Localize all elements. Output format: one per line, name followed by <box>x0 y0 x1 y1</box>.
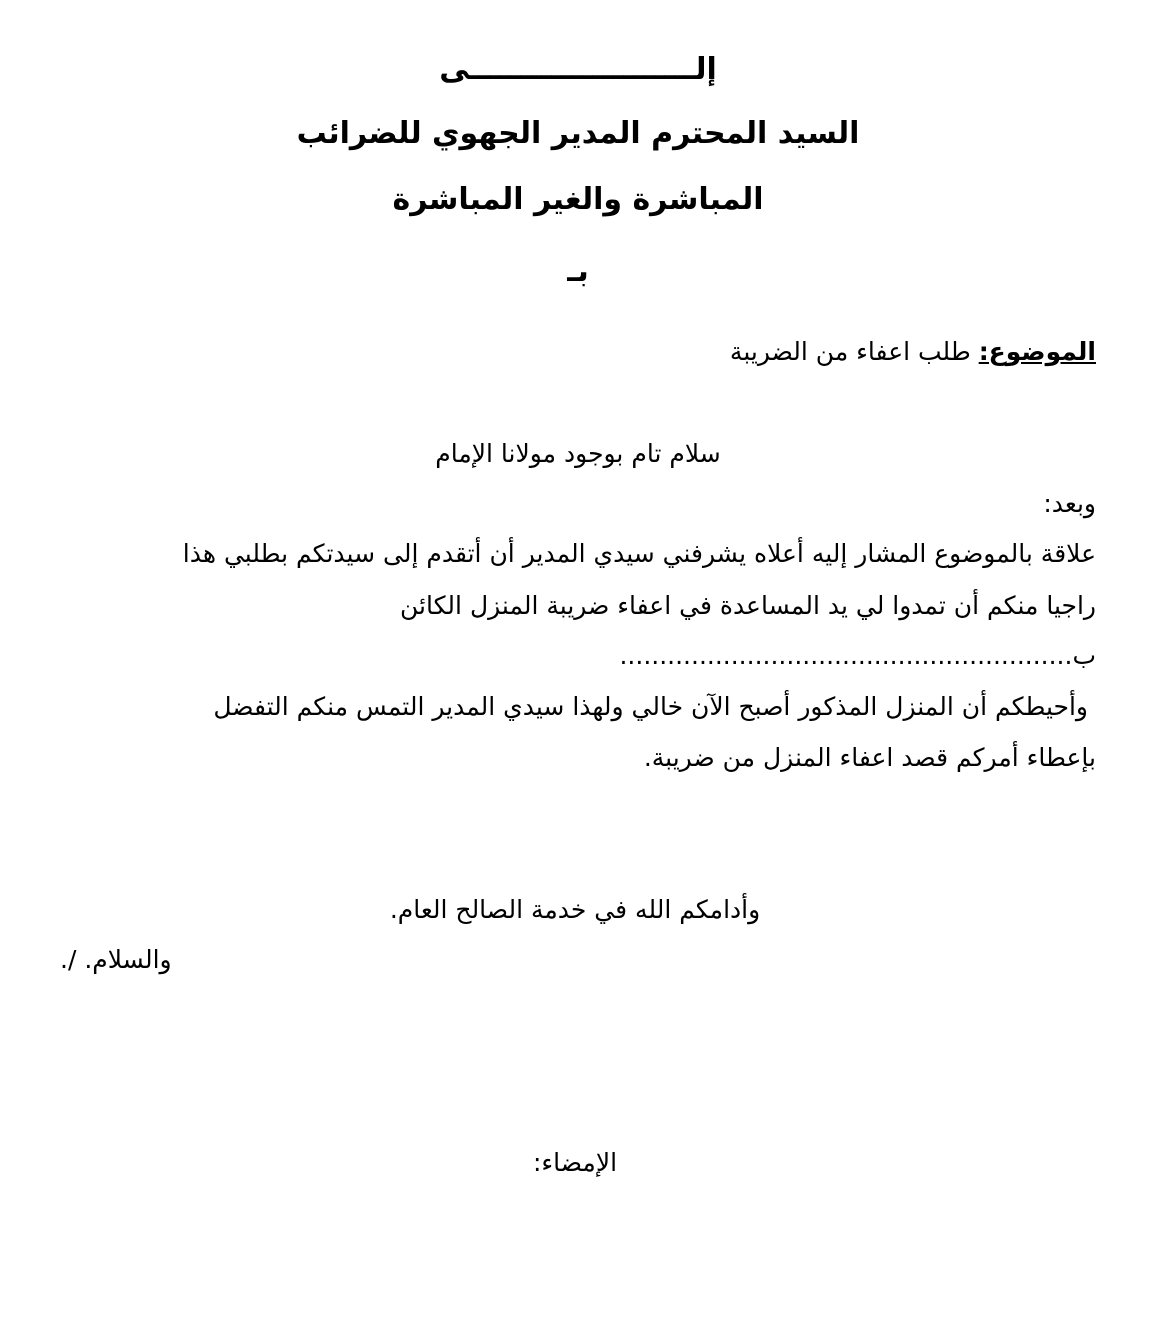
subject-line <box>730 334 1096 370</box>
subject-label: الموضوع: <box>978 337 1096 366</box>
body-line-2: راجيا منكم أن تمدوا لي يد المساعدة في اعفاء ضريبة المنزل الكائن <box>400 591 1096 620</box>
recipient-line-2: المباشرة والغير المباشرة <box>392 182 764 217</box>
signature-label: الإمضاء: <box>532 1148 618 1177</box>
greeting: سلام تام بوجود مولانا الإمام <box>435 439 721 468</box>
closing: وأدامكم الله في خدمة الصالح العام. <box>389 895 761 924</box>
recipient-line-1: السيد المحترم المدير الجهوي للضرائب <box>296 116 860 151</box>
body-line-5: بإعطاء أمركم قصد اعفاء المنزل من ضريبة. <box>643 743 1096 772</box>
recipient-to-label: إلــــــــــــــــــــــى <box>439 52 717 87</box>
recipient-line-3: بـ <box>567 254 589 289</box>
salutation: والسلام. /. <box>60 945 172 974</box>
body-line-1: علاقة بالموضوع المشار إليه أعلاه يشرفني سيدي المدير أن أتقدم إلى سيدتكم بطلبي هذا <box>182 539 1096 568</box>
body-line-4: وأحيطكم أن المنزل المذكور أصبح الآن خالي ولهذا سيدي المدير التمس منكم التفضل <box>213 692 1088 721</box>
subject-text: طلب اعفاء من الضريبة <box>729 337 971 366</box>
after-greeting: وبعد: <box>1043 489 1096 518</box>
body-line-3: ب......................................................... <box>619 641 1096 670</box>
